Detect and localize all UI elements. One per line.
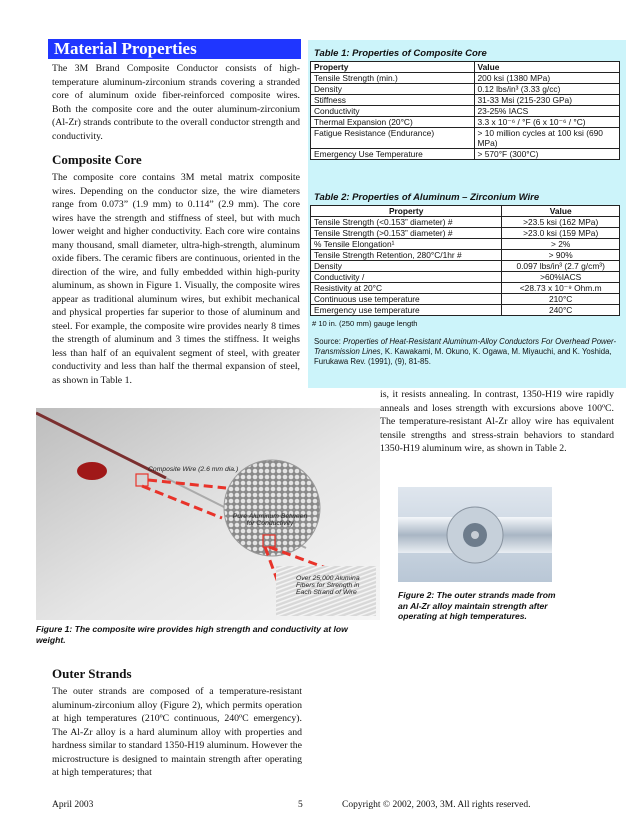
table1-cell: 23-25% IACS [474, 106, 620, 117]
table1-cell: Fatigue Resistance (Endurance) [311, 128, 475, 149]
figure1-caption: Figure 1: The composite wire provides high strength and conductivity at low weight. [36, 624, 348, 645]
table1-cell: Tensile Strength (min.) [311, 73, 475, 84]
table1-cell: 31-33 Msi (215-230 GPa) [474, 95, 620, 106]
footer-page-number: 5 [298, 800, 303, 810]
table1-header-value: Value [474, 62, 620, 73]
table-row [311, 117, 620, 128]
table1-cell: Density [311, 84, 475, 95]
table-row [311, 305, 620, 316]
table-row [311, 217, 620, 228]
microstructure-disc [224, 460, 320, 556]
outer-strands-heading: Outer Strands [52, 666, 132, 681]
table-row [311, 73, 620, 84]
table2-caption: Table 2: Properties of Aluminum – Zirconium Wire [314, 192, 540, 203]
table1-cell: 3.3 x 10⁻⁶ / °F (6 x 10⁻⁶ / °C) [474, 117, 620, 128]
table-row [311, 272, 620, 283]
table2-cell: >23.0 ksi (159 MPa) [502, 228, 620, 239]
table1-cell: > 570°F (300°C) [474, 149, 620, 160]
right-column-paragraph: is, it resists annealing. In contrast, 1350-H19 wire rapidly anneals and loses strength with excursions above 100ºC. The temperature-resistant Al-Zr alloy wire has equivalent tensile strengths and stress-strain behaviors to standard 1350-H19 aluminum wire, as shown in Table 2. [380, 389, 614, 454]
composite-core-paragraph: The composite core contains 3M metal matrix composite wires. Depending on the conductor size, the wire diameters range from 0.073” (1.9 mm) to 0.114” (2.9 mm). The core wires have the strength and stiffness of steel, but with much lower weight and higher conductivity. Each core wire contains many thousand, small diameter, ultra-high-strength, aluminum oxide fibers. The ceramic fibers are continuous, oriented in the direction of the wire, and fully embedded within high-purity aluminum, as shown in Figure 1. Visually, the composite wires appear as traditional aluminum wires, but exhibit mechanical and physical properties far superior to those of aluminum and steel. For example, the composite wire provides nearly 8 times the strength of aluminum and 3 times the stiffness. It weighs less than half of an equivalent segment of steel, with greater conductivity and less than half the thermal expansion of steel, as shown in Table 1. [52, 172, 300, 386]
table2-cell: Continuous use temperature [311, 294, 502, 305]
table1-cell: 200 ksi (1380 MPa) [474, 73, 620, 84]
table2-cell: >23.5 ksi (162 MPa) [502, 217, 620, 228]
table2-cell: Emergency use temperature [311, 305, 502, 316]
table1-cell: Conductivity [311, 106, 475, 117]
table2-footnote: # 10 in. (250 mm) gauge length [312, 319, 418, 328]
table1-header-property: Property [311, 62, 475, 73]
table2-header-property: Property [311, 206, 502, 217]
table2-cell: 210°C [502, 294, 620, 305]
table1-caption: Table 1: Properties of Composite Core [314, 48, 487, 59]
table1-cell: Emergency Use Temperature [311, 149, 475, 160]
outer-strands-paragraph: The outer strands are composed of a temperature-resistant aluminum-zirconium alloy (Figure 2), which permits operation at high temperatures (210ºC continuous, 240ºC emergency). The Al-Zr alloy is a hard aluminum alloy with properties and hardness similar to standard 1350-H19 aluminum. However the microstructure is designed to maintain strength after operating at high temperatures; that [52, 686, 302, 778]
figure2-caption: Figure 2: The outer strands made from an Al-Zr alloy maintain strength after operating at high temperatures. [398, 590, 556, 621]
table2-cell: % Tensile Elongation¹ [311, 239, 502, 250]
source-title: Properties of Heat-Resistant Aluminum-Alloy Conductors For Overhead Power-Transmission Lines [314, 337, 617, 356]
wire-cross-section [77, 462, 107, 480]
table2-cell: > 90% [502, 250, 620, 261]
composite-core-heading: Composite Core [52, 152, 142, 167]
table2 [310, 205, 620, 316]
table2-cell: Tensile Strength (<0.153” diameter) # [311, 217, 502, 228]
source-label: Source: [314, 337, 341, 346]
table2-header-row [311, 206, 620, 217]
figure2-photo [398, 487, 552, 582]
intro-paragraph: The 3M Brand Composite Conductor consists of high-temperature aluminum-zirconium strands covering a stranded core of aluminum oxide fiber-reinforced composite wires. Both the composite core and the outer aluminum-zirconium (Al-Zr) strands contribute to the overall conductor strength and conductivity. [52, 63, 300, 142]
table2-header-value: Value [502, 206, 620, 217]
table2-cell: Resistivity at 20°C [311, 283, 502, 294]
table-row [311, 84, 620, 95]
table2-cell: > 2% [502, 239, 620, 250]
table-row [311, 149, 620, 160]
table-row [311, 228, 620, 239]
table2-cell: >60%IACS [502, 272, 620, 283]
table1-cell: Thermal Expansion (20°C) [311, 117, 475, 128]
table-row [311, 239, 620, 250]
table1 [310, 61, 620, 160]
footer-date: April 2003 [52, 800, 94, 810]
table-row [311, 128, 620, 149]
table2-cell: Conductivity / [311, 272, 502, 283]
table1-cell: > 10 million cycles at 100 ksi (690 MPa) [474, 128, 620, 149]
table2-cell: Tensile Strength (>0.153” diameter) # [311, 228, 502, 239]
table1-cell: Stiffness [311, 95, 475, 106]
table-row [311, 250, 620, 261]
table1-cell: 0.12 lbs/in³ (3.33 g/cc) [474, 84, 620, 95]
figure1-label-aluminum: Pure Aluminum Between for Conductivity [232, 513, 308, 527]
table-row [311, 261, 620, 272]
figure1-label-composite: Composite Wire (2.6 mm dia.) [148, 466, 239, 473]
table2-cell: 240°C [502, 305, 620, 316]
table-row [311, 283, 620, 294]
core-strand [471, 531, 479, 539]
table2-source [314, 337, 620, 367]
figure1-label-fibers: Over 25,000 Alumina Fibers for Strength in Each Strand of Wire [296, 575, 360, 596]
table2-cell: <28.73 x 10⁻⁹ Ohm.m [502, 283, 620, 294]
table2-cell: Tensile Strength Retention, 280°C/1hr # [311, 250, 502, 261]
section-title: Material Properties [54, 39, 197, 58]
table-row [311, 106, 620, 117]
table-row [311, 95, 620, 106]
table-row [311, 294, 620, 305]
table2-cell: 0.097 lbs/in³ (2.7 g/cm³) [502, 261, 620, 272]
footer-copyright: Copyright © 2002, 2003, 3M. All rights reserved. [342, 800, 531, 810]
table1-header-row [311, 62, 620, 73]
table2-cell: Density [311, 261, 502, 272]
source-details: , K. Kawakami, M. Okuno, K. Ogawa, M. Miyauchi, and K. Yoshida, Furukawa Rev. (1991), (9), 81-85. [314, 347, 612, 366]
